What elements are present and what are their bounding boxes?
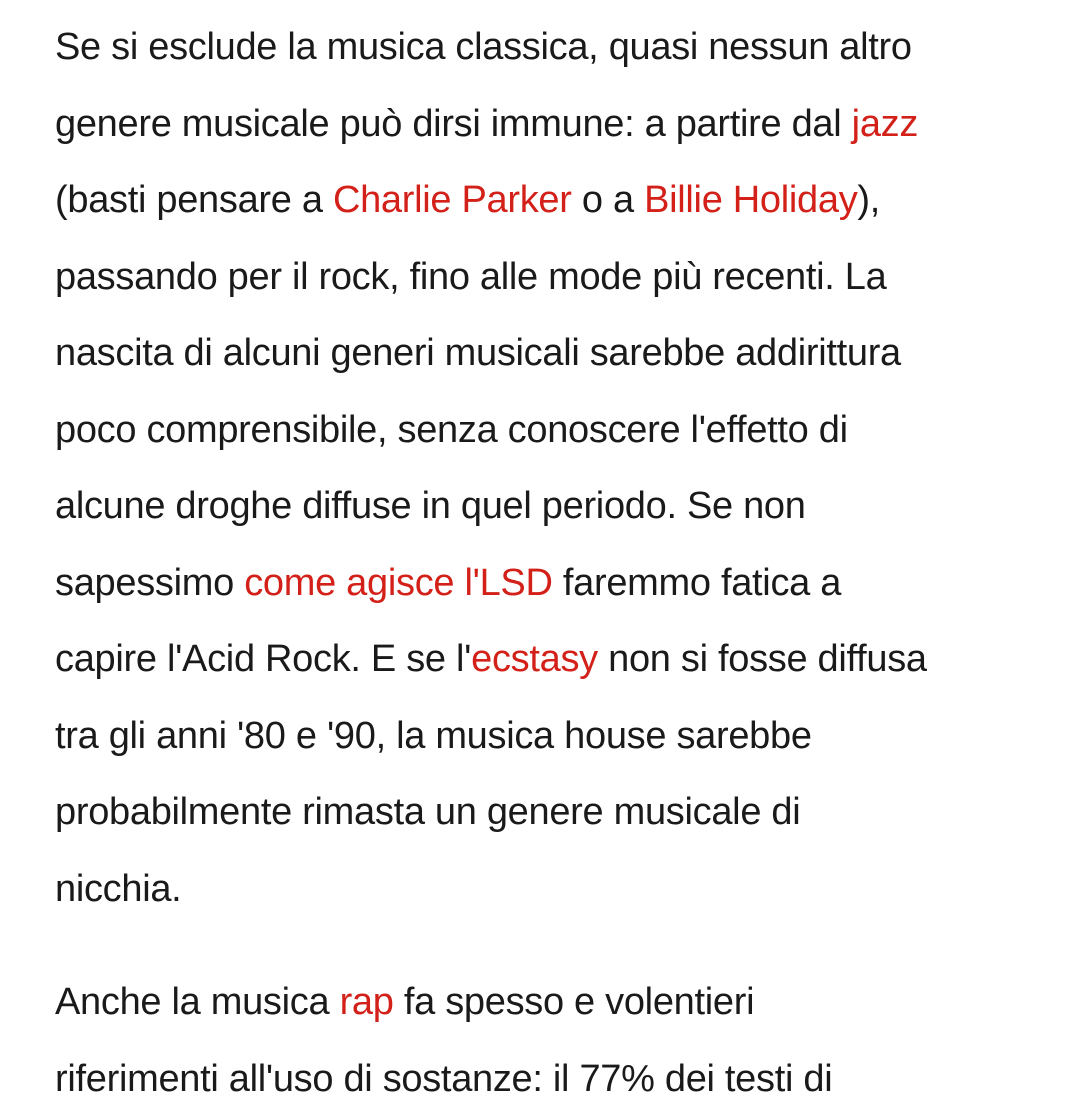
text-line — [55, 468, 1055, 545]
text: genere musicale può dirsi immune: a partire dal — [55, 103, 852, 145]
text: probabilmente rimasta un genere musicale di — [55, 791, 800, 833]
text-line — [55, 162, 1055, 239]
link-charlie-parker[interactable]: Charlie Parker — [333, 179, 572, 221]
link-jazz[interactable]: jazz — [852, 103, 918, 145]
text-line — [55, 964, 1055, 1041]
link-come-agisce-lsd[interactable]: come agisce l'LSD — [244, 562, 552, 604]
text-line — [55, 239, 1055, 316]
text: Anche la musica — [55, 981, 340, 1023]
text: fa spesso e volentieri — [394, 981, 755, 1023]
text-line — [55, 86, 1055, 163]
text: alcune droghe diffuse in quel periodo. Se non — [55, 485, 806, 527]
text-line — [55, 392, 1055, 469]
text-line-cut-off — [55, 1041, 1055, 1117]
text-line — [55, 698, 1055, 775]
text: passando per il rock, fino alle mode più recenti. La — [55, 256, 886, 298]
paragraph-drugs-music — [55, 9, 1055, 927]
text: poco comprensibile, senza conoscere l'effetto di — [55, 409, 848, 451]
paragraph-rap — [55, 964, 1055, 1117]
text: faremmo fatica a — [553, 562, 841, 604]
text-line — [55, 621, 1055, 698]
text: sapessimo — [55, 562, 244, 604]
text: nicchia. — [55, 868, 181, 910]
article-body — [55, 9, 1055, 1117]
text-line — [55, 315, 1055, 392]
text-line — [55, 545, 1055, 622]
text-line — [55, 774, 1055, 851]
text: non si fosse diffusa — [598, 638, 927, 680]
text: Se si esclude la musica classica, quasi nessun altro — [55, 26, 912, 68]
text: o a — [572, 179, 644, 221]
text: tra gli anni '80 e '90, la musica house sarebbe — [55, 715, 812, 757]
text: riferimenti all'uso di sostanze: il 77% dei testi di — [55, 1058, 832, 1100]
text-line — [55, 9, 1055, 86]
text: ), — [857, 179, 880, 221]
text: capire l'Acid Rock. E se l' — [55, 638, 471, 680]
text: nascita di alcuni generi musicali sarebbe addirittura — [55, 332, 901, 374]
link-billie-holiday[interactable]: Billie Holiday — [644, 179, 857, 221]
text-line — [55, 851, 1055, 928]
text: (basti pensare a — [55, 179, 333, 221]
link-rap[interactable]: rap — [340, 981, 394, 1023]
link-ecstasy[interactable]: ecstasy — [471, 638, 598, 680]
